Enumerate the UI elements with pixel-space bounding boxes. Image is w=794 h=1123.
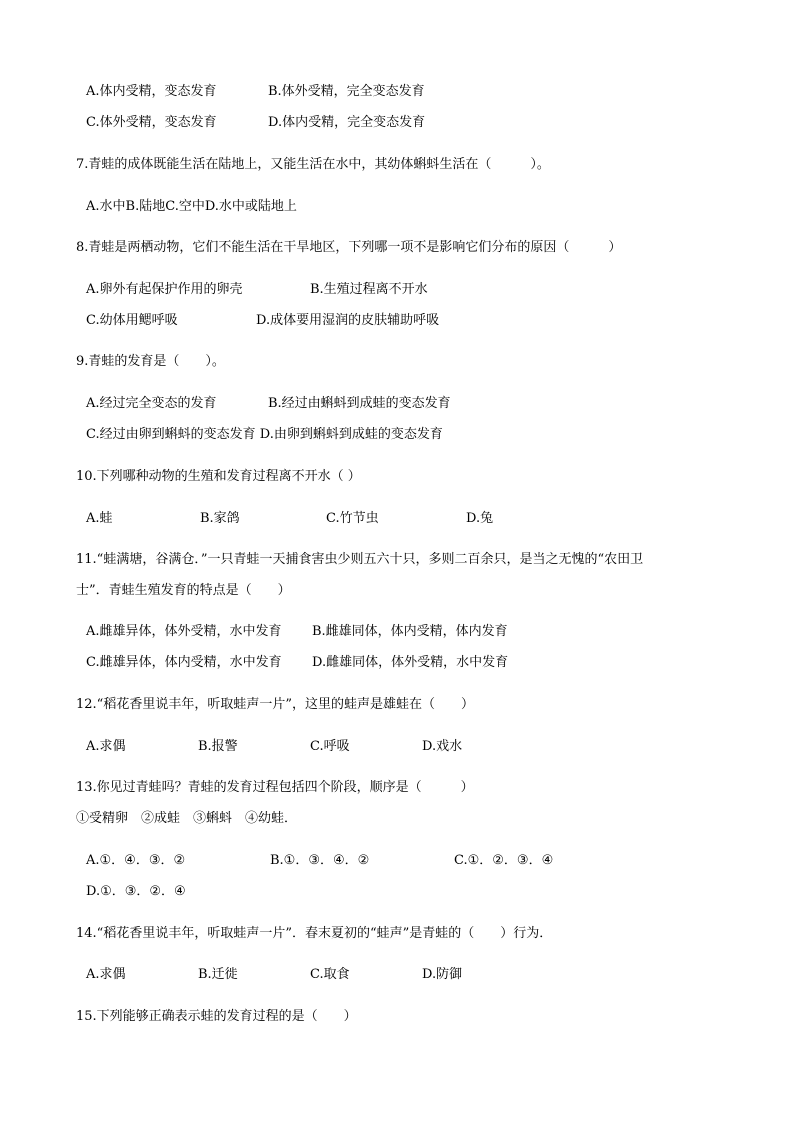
q13-option-b: B.①．③．④．② — [270, 853, 370, 868]
q8-option-d: D.成体要用湿润的皮肤辅助呼吸 — [256, 313, 440, 328]
q9-options-row-2: C.经过由卵到蝌蚪的变态发育 D.由卵到蝌蚪到成蛙的变态发育 — [86, 427, 443, 442]
q7-stem: 7.青蛙的成体既能生活在陆地上，又能生活在水中，其幼体蝌蚪生活在（ ）。 — [76, 157, 550, 172]
q9-option-a: A.经过完全变态的发育 — [86, 396, 217, 411]
q12-stem: 12.“稻花香里说丰年，听取蛙声一片”，这里的蛙声是雄蛙在（ ） — [76, 697, 474, 712]
q10-option-a: A.蛙 — [86, 511, 113, 526]
q12-option-c: C.呼吸 — [310, 739, 350, 754]
q13-stem: 13.你见过青蛙吗？青蛙的发育过程包括四个阶段，顺序是（ ） — [76, 780, 474, 795]
q11-option-b: B.雌雄同体，体内受精，体内发育 — [312, 624, 508, 639]
q11-option-c: C.雌雄异体，体内受精，水中发育 — [86, 655, 282, 670]
q13-items: ①受精卵 ②成蛙 ③蝌蚪 ④幼蛙． — [76, 811, 298, 826]
q10-option-d: D.兔 — [466, 511, 494, 526]
q11-option-a: A.雌雄异体，体外受精，水中发育 — [86, 624, 282, 639]
q15-stem: 15.下列能够正确表示蛙的发育过程的是（ ） — [76, 1009, 357, 1024]
q9-stem: 9.青蛙的发育是（ ）。 — [76, 354, 225, 369]
q13-option-c: C.①．②．③．④ — [454, 853, 554, 868]
q10-option-b: B.家鸽 — [200, 511, 240, 526]
q11-option-d: D.雌雄同体，体外受精，水中发育 — [312, 655, 509, 670]
q12-option-b: B.报警 — [198, 739, 238, 754]
q13-option-d: D.①．③．②．④ — [86, 884, 186, 899]
q6-option-a: A.体内受精，变态发育 — [86, 84, 217, 99]
q8-option-c: C.幼体用鳃呼吸 — [86, 313, 178, 328]
q6-option-c: C.体外受精，变态发育 — [86, 115, 217, 130]
q12-option-a: A.求偶 — [86, 739, 126, 754]
q10-stem: 10.下列哪种动物的生殖和发育过程离不开水（ ） — [76, 469, 361, 484]
q8-option-b: B.生殖过程离不开水 — [310, 282, 428, 297]
q8-option-a: A.卵外有起保护作用的卵壳 — [86, 282, 243, 297]
q14-option-b: B.迁徙 — [198, 967, 238, 982]
q13-option-a: A.①．④．③．② — [86, 853, 186, 868]
q10-option-c: C.竹节虫 — [326, 511, 379, 526]
q6-option-b: B.体外受精，完全变态发育 — [268, 84, 425, 99]
q8-stem: 8.青蛙是两栖动物，它们不能生活在干旱地区，下列哪一项不是影响它们分布的原因（ ） — [76, 240, 622, 255]
q11-stem-line-2: 士”．青蛙生殖发育的特点是（ ） — [76, 583, 291, 598]
q14-option-c: C.取食 — [310, 967, 350, 982]
q14-option-a: A.求偶 — [86, 967, 126, 982]
q12-option-d: D.戏水 — [422, 739, 463, 754]
q14-option-d: D.防御 — [422, 967, 463, 982]
q14-stem: 14.“稻花香里说丰年，听取蛙声一片”．春末夏初的“蛙声”是青蛙的（ ）行为． — [76, 926, 553, 941]
q9-option-b: B.经过由蝌蚪到成蛙的变态发育 — [268, 396, 451, 411]
q11-stem-line-1: 11.“蛙满塘，谷满仓．”一只青蛙一天捕食害虫少则五六十只，多则二百余只，是当之无愧的“农田卫 — [76, 552, 644, 567]
q6-option-d: D.体内受精，完全变态发育 — [268, 115, 426, 130]
q7-options: A.水中B.陆地C.空中D.水中或陆地上 — [86, 199, 297, 214]
